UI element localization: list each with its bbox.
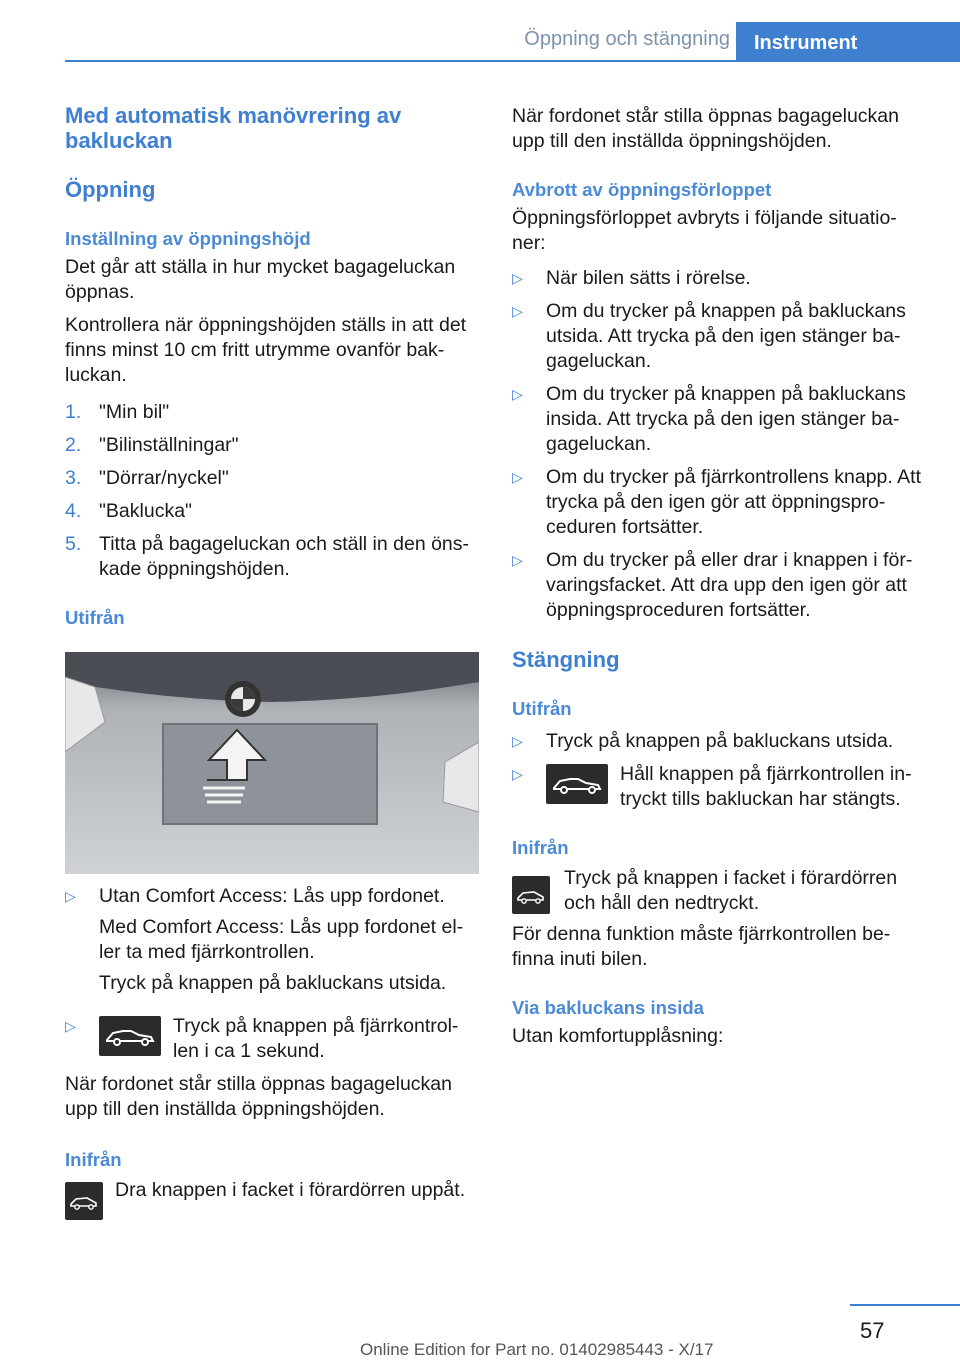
- bullet-text: Tryck på knappen på bakluckans utsida.: [99, 972, 447, 994]
- heading-opening: Öppning: [65, 177, 156, 202]
- list-item: [65, 466, 479, 491]
- list-item: [65, 433, 479, 458]
- list-item: [512, 548, 930, 623]
- left-column: [65, 103, 479, 630]
- list-item: [65, 499, 479, 524]
- instruction-text: Tryck på knappen i facket i förardörren och håll den nedtryckt.: [564, 867, 898, 914]
- paragraph: När fordonet står stilla öppnas bagageluckan upp till den inställda öppningshöjden.: [512, 105, 899, 152]
- step-number: 1.: [65, 401, 82, 423]
- bullet-text: Tryck på knappen på bakluckans utsida.: [546, 730, 894, 752]
- instruction-text: Dra knappen i facket i förardörren uppåt.: [115, 1179, 466, 1201]
- triangle-bullet-icon: ▷: [512, 303, 523, 319]
- bullet-text: Tryck på knappen på fjärrkontrol-len i ca 1 sekund.: [173, 1015, 459, 1062]
- triangle-bullet-icon: ▷: [512, 733, 523, 749]
- step-number: 5.: [65, 533, 82, 555]
- inside-instruction: [512, 866, 930, 916]
- tailgate-illustration: [65, 652, 479, 874]
- triangle-bullet-icon: ▷: [512, 552, 523, 568]
- list-item: [512, 266, 930, 291]
- step-text: "Dörrar/nyckel": [99, 467, 229, 489]
- footer-rule: [850, 1304, 960, 1306]
- header-chapter-tab[interactable]: Instrument: [736, 22, 960, 62]
- section-title: Med automatisk manövrering av bakluckan: [65, 103, 402, 153]
- car-key-remote-icon: [99, 1016, 161, 1056]
- list-item: [65, 1014, 479, 1064]
- bullet-text: Håll knappen på fjärrkontrollen in-tryckt tills bakluckan har stängts.: [620, 763, 912, 810]
- list-item: [65, 532, 479, 582]
- list-item: [65, 400, 479, 425]
- footer-edition: Online Edition for Part no. 01402985443 - X/17: [360, 1340, 714, 1359]
- bullet-text: Om du trycker på eller drar i knappen i för-varingsfacket. Att dra upp den igen gör att öppningsproceduren fortsätter.: [546, 549, 913, 621]
- list-item: [512, 762, 930, 812]
- list-item: [512, 299, 930, 374]
- abort-list: [512, 266, 930, 623]
- page-number: 57: [860, 1318, 885, 1343]
- list-item: [512, 382, 930, 457]
- list-item: [512, 729, 930, 754]
- tailgate-button-icon: [512, 876, 550, 914]
- paragraph: Öppningsförloppet avbryts i följande situatio-ner:: [512, 207, 897, 254]
- paragraph: Det går att ställa in hur mycket bagageluckan öppnas.: [65, 256, 456, 303]
- step-text: Titta på bagageluckan och ställ in den öns-kade öppningshöjden.: [99, 533, 470, 580]
- left-column-lower: [65, 884, 479, 1220]
- step-text: "Baklucka": [99, 500, 192, 522]
- triangle-bullet-icon: ▷: [65, 1018, 76, 1034]
- bullet-text: Utan Comfort Access: Lås upp fordonet.: [99, 885, 445, 907]
- bullet-text: Om du trycker på knappen på bakluckans utsida. Att trycka på den igen stänger ba-gageluckan.: [546, 300, 906, 372]
- heading-outside: Utifrån: [65, 607, 125, 628]
- paragraph: För denna funktion måste fjärrkontrollen be-finna inuti bilen.: [512, 923, 891, 970]
- triangle-bullet-icon: ▷: [512, 270, 523, 286]
- bullet-text: När bilen sätts i rörelse.: [546, 267, 751, 289]
- heading-abort: Avbrott av öppningsförloppet: [512, 179, 772, 200]
- heading-via-inside: Via bakluckans insida: [512, 997, 704, 1018]
- heading-opening-height: Inställning av öppningshöjd: [65, 228, 311, 249]
- bullet-text: Om du trycker på fjärrkontrollens knapp. Att trycka på den igen gör att öppningspro-ceduren fortsätter.: [546, 466, 921, 538]
- heading-closing: Stängning: [512, 647, 620, 672]
- paragraph: Kontrollera när öppningshöjden ställs in att det finns minst 10 cm fritt utrymme ovanför bak-luckan.: [65, 314, 467, 386]
- heading-outside: Utifrån: [512, 698, 572, 719]
- right-column: [512, 104, 930, 1049]
- step-number: 4.: [65, 500, 82, 522]
- inside-instruction: [65, 1178, 479, 1220]
- bullet-text: Med Comfort Access: Lås upp fordonet el-ler ta med fjärrkontrollen.: [99, 916, 464, 963]
- car-key-remote-icon: [546, 764, 608, 804]
- list-item: [65, 884, 479, 996]
- list-item: [512, 465, 930, 540]
- step-text: "Bilinställningar": [99, 434, 239, 456]
- steps-list: [65, 400, 479, 582]
- triangle-bullet-icon: ▷: [512, 469, 523, 485]
- heading-inside: Inifrån: [512, 837, 569, 858]
- header-rule: [65, 60, 960, 62]
- triangle-bullet-icon: ▷: [512, 386, 523, 402]
- tailgate-button-icon: [65, 1182, 103, 1220]
- header-section-title: Öppning och stängning: [524, 28, 730, 50]
- triangle-bullet-icon: ▷: [65, 888, 76, 904]
- heading-inside: Inifrån: [65, 1149, 122, 1170]
- step-text: "Min bil": [99, 401, 170, 423]
- paragraph: Utan komfortupplåsning:: [512, 1025, 724, 1047]
- step-number: 2.: [65, 434, 82, 456]
- step-number: 3.: [65, 467, 82, 489]
- paragraph: När fordonet står stilla öppnas bagageluckan upp till den inställda öppningshöjden.: [65, 1073, 452, 1120]
- triangle-bullet-icon: ▷: [512, 766, 523, 782]
- bullet-text: Om du trycker på knappen på bakluckans insida. Att trycka på den igen stänger ba-gageluckan.: [546, 383, 906, 455]
